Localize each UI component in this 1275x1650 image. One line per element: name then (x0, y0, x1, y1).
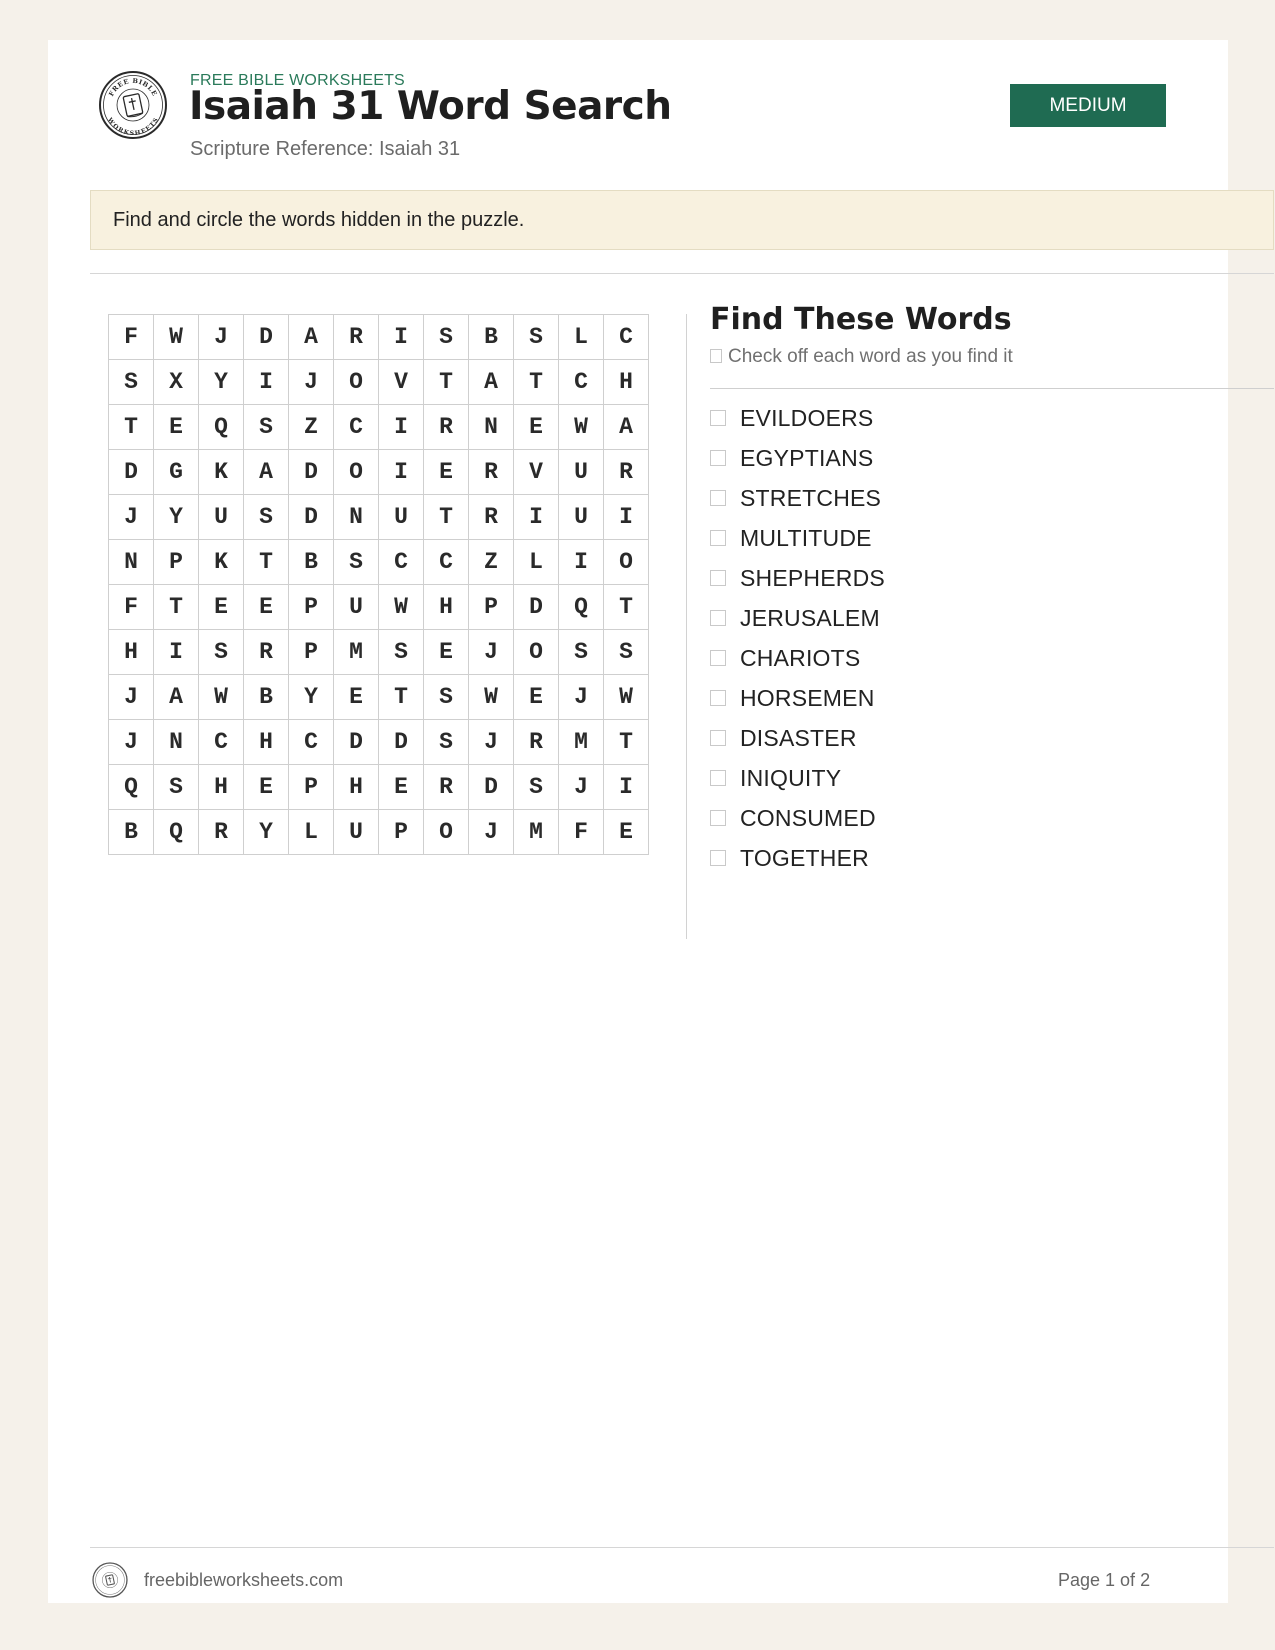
grid-cell[interactable]: N (109, 540, 154, 585)
word-list-item (710, 518, 885, 558)
checkbox-icon[interactable] (710, 570, 726, 586)
grid-cell[interactable]: R (604, 450, 649, 495)
grid-cell[interactable]: E (334, 675, 379, 720)
word-list-item (710, 798, 885, 838)
word-label: TOGETHER (740, 844, 869, 871)
grid-cell[interactable]: H (424, 585, 469, 630)
grid-cell[interactable]: T (109, 405, 154, 450)
header-divider (90, 273, 1274, 274)
grid-cell[interactable]: T (424, 495, 469, 540)
word-list-item (710, 598, 885, 638)
checkbox-icon[interactable] (710, 730, 726, 746)
grid-cell[interactable]: E (244, 585, 289, 630)
checkbox-icon[interactable] (710, 810, 726, 826)
grid-cell[interactable]: C (199, 720, 244, 765)
grid-cell[interactable]: E (154, 405, 199, 450)
hint-checkbox-icon (710, 349, 722, 363)
word-label: CHARIOTS (740, 644, 861, 671)
grid-cell[interactable]: Z (469, 540, 514, 585)
checkbox-icon[interactable] (710, 770, 726, 786)
grid-cell[interactable]: L (514, 540, 559, 585)
grid-cell[interactable]: I (379, 315, 424, 360)
grid-cell[interactable]: Q (154, 810, 199, 855)
grid-cell[interactable]: E (514, 675, 559, 720)
grid-cell[interactable]: D (289, 450, 334, 495)
grid-cell[interactable]: W (379, 585, 424, 630)
word-search-grid (108, 314, 649, 855)
grid-row (109, 315, 649, 360)
grid-cell[interactable]: J (109, 720, 154, 765)
grid-cell[interactable]: H (244, 720, 289, 765)
grid-cell[interactable]: O (604, 540, 649, 585)
grid-cell[interactable]: D (334, 720, 379, 765)
logo-top-text: FREE BIBLE (107, 76, 159, 98)
checkbox-icon[interactable] (710, 850, 726, 866)
grid-cell[interactable]: S (424, 315, 469, 360)
grid-cell[interactable]: D (289, 495, 334, 540)
grid-cell[interactable]: W (154, 315, 199, 360)
grid-cell[interactable]: D (469, 765, 514, 810)
difficulty-badge: MEDIUM (1010, 84, 1166, 127)
grid-cell[interactable]: E (199, 585, 244, 630)
grid-cell[interactable]: U (559, 450, 604, 495)
grid-row (109, 405, 649, 450)
word-list-item (710, 758, 885, 798)
word-list-divider (710, 388, 1274, 389)
grid-cell[interactable]: R (424, 765, 469, 810)
grid-cell[interactable]: E (244, 765, 289, 810)
grid-cell[interactable]: U (559, 495, 604, 540)
instructions-box (90, 190, 1274, 250)
grid-cell[interactable]: Q (559, 585, 604, 630)
grid-cell[interactable]: D (514, 585, 559, 630)
checkbox-icon[interactable] (710, 650, 726, 666)
grid-cell[interactable]: V (379, 360, 424, 405)
grid-row (109, 540, 649, 585)
grid-cell[interactable]: M (559, 720, 604, 765)
grid-cell[interactable]: R (244, 630, 289, 675)
instructions-text: Find and circle the words hidden in the puzzle. (113, 209, 525, 231)
grid-cell[interactable]: T (604, 585, 649, 630)
grid-cell[interactable]: K (199, 540, 244, 585)
grid-cell[interactable]: J (289, 360, 334, 405)
word-list-hint (710, 346, 1013, 368)
grid-cell[interactable]: H (604, 360, 649, 405)
grid-cell[interactable]: R (199, 810, 244, 855)
grid-cell[interactable]: Y (244, 810, 289, 855)
grid-cell[interactable]: F (559, 810, 604, 855)
grid-row (109, 585, 649, 630)
grid-cell[interactable]: S (244, 495, 289, 540)
word-list-item (710, 678, 885, 718)
grid-cell[interactable]: I (379, 450, 424, 495)
grid-cell[interactable]: A (604, 405, 649, 450)
grid-cell[interactable]: T (604, 720, 649, 765)
word-label: STRETCHES (740, 484, 882, 511)
word-label: CONSUMED (740, 804, 876, 831)
grid-cell[interactable]: A (154, 675, 199, 720)
grid-cell[interactable]: U (379, 495, 424, 540)
word-list-item (710, 638, 885, 678)
grid-cell[interactable]: B (289, 540, 334, 585)
checkbox-icon[interactable] (710, 610, 726, 626)
grid-cell[interactable]: S (154, 765, 199, 810)
grid-cell[interactable]: Y (289, 675, 334, 720)
grid-cell[interactable]: P (469, 585, 514, 630)
grid-cell[interactable]: S (379, 630, 424, 675)
word-label: JERUSALEM (740, 604, 880, 631)
grid-cell[interactable]: J (469, 720, 514, 765)
grid-cell[interactable]: S (514, 315, 559, 360)
grid-cell[interactable]: R (469, 450, 514, 495)
grid-cell[interactable]: O (334, 450, 379, 495)
checkbox-icon[interactable] (710, 530, 726, 546)
grid-cell[interactable]: R (514, 720, 559, 765)
brand-name: FREE BIBLE WORKSHEETS (190, 72, 405, 89)
word-list-item (710, 838, 885, 878)
grid-cell[interactable]: J (469, 630, 514, 675)
footer-divider (90, 1547, 1274, 1548)
scripture-reference: Scripture Reference: Isaiah 31 (190, 138, 461, 160)
grid-cell[interactable]: I (379, 405, 424, 450)
grid-row (109, 765, 649, 810)
grid-cell[interactable]: W (604, 675, 649, 720)
grid-row (109, 720, 649, 765)
word-list-item (710, 398, 885, 438)
grid-cell[interactable]: A (244, 450, 289, 495)
word-label: EGYPTIANS (740, 444, 874, 471)
grid-cell[interactable]: L (559, 315, 604, 360)
grid-cell[interactable]: H (199, 765, 244, 810)
grid-cell[interactable]: Y (154, 495, 199, 540)
grid-cell[interactable]: E (514, 405, 559, 450)
word-list-title: Find These Words (710, 302, 1012, 337)
grid-cell[interactable]: G (154, 450, 199, 495)
grid-cell[interactable]: S (559, 630, 604, 675)
grid-cell[interactable]: E (379, 765, 424, 810)
grid-cell[interactable]: E (424, 630, 469, 675)
worksheet-page (48, 40, 1228, 1603)
grid-cell[interactable]: P (289, 630, 334, 675)
grid-cell[interactable]: O (334, 360, 379, 405)
grid-cell[interactable]: I (604, 495, 649, 540)
grid-cell[interactable]: J (469, 810, 514, 855)
grid-cell[interactable]: S (199, 630, 244, 675)
checkbox-icon[interactable] (710, 450, 726, 466)
checkbox-icon[interactable] (710, 410, 726, 426)
grid-cell[interactable]: O (514, 630, 559, 675)
word-list (710, 398, 885, 878)
grid-cell[interactable]: F (109, 585, 154, 630)
grid-cell[interactable]: U (334, 810, 379, 855)
grid-cell[interactable]: M (334, 630, 379, 675)
column-divider (686, 314, 687, 939)
grid-cell[interactable]: B (469, 315, 514, 360)
grid-cell[interactable]: L (289, 810, 334, 855)
grid-row (109, 630, 649, 675)
grid-cell[interactable]: D (244, 315, 289, 360)
grid-cell[interactable]: Z (289, 405, 334, 450)
grid-cell[interactable]: I (514, 495, 559, 540)
grid-cell[interactable]: W (199, 675, 244, 720)
grid-cell[interactable]: J (109, 495, 154, 540)
grid-row (109, 810, 649, 855)
grid-cell[interactable]: H (109, 630, 154, 675)
grid-cell[interactable]: T (424, 360, 469, 405)
footer-page-number: Page 1 of 2 (1058, 1570, 1151, 1590)
grid-row (109, 495, 649, 540)
grid-cell[interactable]: H (334, 765, 379, 810)
word-list-item (710, 478, 885, 518)
page-title: Isaiah 31 Word Search (189, 84, 672, 129)
grid-cell[interactable]: D (379, 720, 424, 765)
word-label: EVILDOERS (740, 404, 874, 431)
grid-cell[interactable]: C (604, 315, 649, 360)
grid-cell[interactable]: T (244, 540, 289, 585)
checkbox-icon[interactable] (710, 490, 726, 506)
word-label: SHEPHERDS (740, 564, 885, 591)
grid-cell[interactable]: T (379, 675, 424, 720)
grid-cell[interactable]: N (469, 405, 514, 450)
grid-cell[interactable]: T (154, 585, 199, 630)
grid-cell[interactable]: P (379, 810, 424, 855)
grid-cell[interactable]: J (199, 315, 244, 360)
checkbox-icon[interactable] (710, 690, 726, 706)
grid-cell[interactable]: Q (199, 405, 244, 450)
grid-cell[interactable]: J (559, 675, 604, 720)
grid-cell[interactable]: C (334, 405, 379, 450)
word-list-hint-text: Check off each word as you find it (728, 346, 1013, 367)
grid-cell[interactable]: I (604, 765, 649, 810)
grid-cell[interactable]: Q (109, 765, 154, 810)
word-label: HORSEMEN (740, 684, 875, 711)
grid-cell[interactable]: N (154, 720, 199, 765)
grid-cell[interactable]: A (289, 315, 334, 360)
grid-cell[interactable]: A (469, 360, 514, 405)
grid-cell[interactable]: R (334, 315, 379, 360)
grid-cell[interactable]: S (109, 360, 154, 405)
grid-cell[interactable]: B (244, 675, 289, 720)
word-label: INIQUITY (740, 764, 842, 791)
grid-cell[interactable]: K (199, 450, 244, 495)
grid-cell[interactable]: S (424, 720, 469, 765)
grid-cell[interactable]: E (604, 810, 649, 855)
grid-cell[interactable]: P (289, 585, 334, 630)
grid-row (109, 675, 649, 720)
grid-cell[interactable]: I (154, 630, 199, 675)
grid-cell[interactable]: P (154, 540, 199, 585)
grid-cell[interactable]: S (334, 540, 379, 585)
grid-cell[interactable]: E (424, 450, 469, 495)
grid-cell[interactable]: X (154, 360, 199, 405)
grid-cell[interactable]: C (379, 540, 424, 585)
grid-cell[interactable]: J (109, 675, 154, 720)
grid-cell[interactable]: W (559, 405, 604, 450)
grid-cell[interactable]: N (334, 495, 379, 540)
word-list-item (710, 438, 885, 478)
bible-seal-logo-icon (98, 70, 168, 140)
grid-row (109, 360, 649, 405)
grid-cell[interactable]: U (199, 495, 244, 540)
grid-cell[interactable]: S (604, 630, 649, 675)
grid-row (109, 450, 649, 495)
grid-cell[interactable]: T (514, 360, 559, 405)
grid-cell[interactable]: S (424, 675, 469, 720)
grid-cell[interactable]: V (514, 450, 559, 495)
grid-cell[interactable]: Y (199, 360, 244, 405)
grid-cell[interactable]: W (469, 675, 514, 720)
footer-logo-icon (92, 1562, 128, 1598)
grid-cell[interactable]: O (424, 810, 469, 855)
word-label: MULTITUDE (740, 524, 872, 551)
grid-cell[interactable]: D (109, 450, 154, 495)
grid-cell[interactable]: C (424, 540, 469, 585)
grid-cell[interactable]: S (514, 765, 559, 810)
grid-cell[interactable]: C (289, 720, 334, 765)
grid-cell[interactable]: B (109, 810, 154, 855)
grid-cell[interactable]: R (424, 405, 469, 450)
grid-cell[interactable]: I (559, 540, 604, 585)
grid-cell[interactable]: J (559, 765, 604, 810)
word-label: DISASTER (740, 724, 857, 751)
word-list-item (710, 718, 885, 758)
grid-cell[interactable]: C (559, 360, 604, 405)
grid-cell[interactable]: I (244, 360, 289, 405)
grid-cell[interactable]: S (244, 405, 289, 450)
grid-cell[interactable]: R (469, 495, 514, 540)
footer-website: freebibleworksheets.com (144, 1570, 344, 1590)
grid-cell[interactable]: M (514, 810, 559, 855)
grid-cell[interactable]: F (109, 315, 154, 360)
word-list-item (710, 558, 885, 598)
grid-cell[interactable]: U (334, 585, 379, 630)
logo-bottom-text: WORKSHEETS (105, 116, 161, 138)
grid-cell[interactable]: P (289, 765, 334, 810)
